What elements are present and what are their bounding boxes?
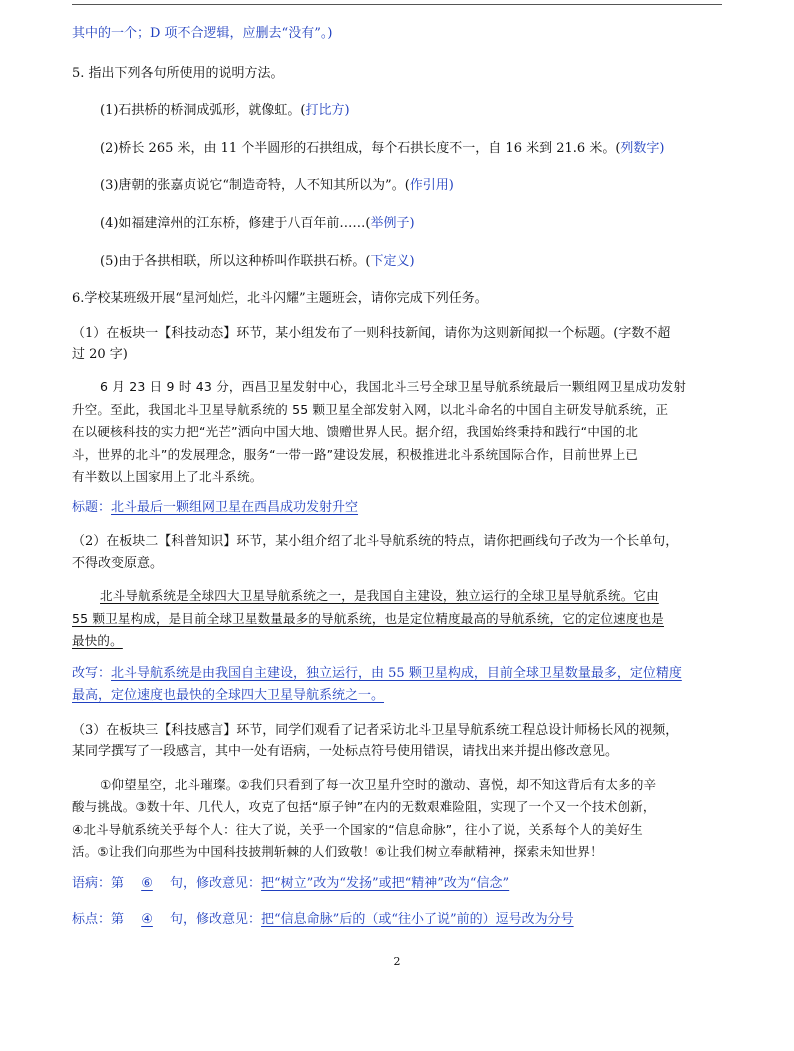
q6-part2-answer-line2: 最高，定位速度也最快的全球四大卫星导航系统之一。 xyxy=(72,688,385,703)
reflection-paragraph-line: ①仰望星空，北斗璀璨。②我们只看到了每一次卫星升空时的激动、喜悦，却不知这背后有太多的辛 xyxy=(100,777,657,792)
q6-part1-prompt-line2: 过 20 字) xyxy=(72,347,128,362)
q5-item-3: (3)唐朝的张嘉贞说它“制造奇特，人不知其所以为”。(作引用) xyxy=(100,178,454,193)
q6-part2-prompt-line2: 不得改变原意。 xyxy=(72,556,164,571)
q5-item-2: (2)桥长 265 米，由 11 个半圆形的石拱组成，每个石拱长度不一，自 16 米到 21.6 米。(列数字) xyxy=(100,141,665,156)
punctuation-sentence-number: ④ xyxy=(141,912,153,927)
top-rule xyxy=(72,4,722,5)
grammar-sentence-number: ⑥ xyxy=(141,876,153,891)
question-5-title: 5. 指出下列各句所使用的说明方法。 xyxy=(72,66,284,81)
q6-part3-prompt-line2: 某同学撰写了一段感言，其中一处有语病，一处标点符号使用错误，请找出来并提出修改意见。 xyxy=(72,744,619,759)
q5-item-4: (4)如福建漳州的江东桥，修建于八百年前……(举例子) xyxy=(100,216,415,231)
q5-answer-1: 打比方 xyxy=(305,103,345,118)
headline-answer: 北斗最后一颗组网卫星在西昌成功发射升空 xyxy=(111,500,359,515)
q6-part2-answer-line1: 改写：北斗导航系统是由我国自主建设，独立运行，由 55 颗卫星构成，目前全球卫星数量最多，定位精度 xyxy=(72,666,682,681)
q5-answer-3: 作引用 xyxy=(409,178,449,193)
news-paragraph-line: 有半数以上国家用上了北斗系统。 xyxy=(72,469,263,484)
underlined-passage-line: 最快的。 xyxy=(72,633,123,648)
q5-item-5: (5)由于各拱相联，所以这种桥叫作联拱石桥。(下定义) xyxy=(100,254,415,269)
q5-answer-2: 列数字 xyxy=(620,141,660,156)
previous-answer-tail: 其中的一个；D 项不合逻辑，应删去“没有”。) xyxy=(72,26,333,41)
news-paragraph-line: 6 月 23 日 9 时 43 分，西昌卫星发射中心，我国北斗三号全球卫星导航系统最后一颗组网卫星成功发射 xyxy=(100,379,687,394)
news-paragraph-line: 在以硬核科技的实力把“光芒”洒向中国大地、馈赠世界人民。据介绍，我国始终秉持和践行“中国的北 xyxy=(72,424,639,439)
punctuation-error-answer: 标点：第 ④ 句，修改意见：把“信息命脉”后的（或“往小了说”前的）逗号改为分号 xyxy=(72,910,722,930)
underlined-passage-line: 北斗导航系统是全球四大卫星导航系统之一，是我国自主建设，独立运行的全球卫星导航系统。它由 xyxy=(100,588,659,603)
punctuation-fix: 把“信息命脉”后的（或“往小了说”前的）逗号改为分号 xyxy=(261,912,574,927)
reflection-paragraph-line: 酸与挑战。③数十年、几代人，攻克了包括“原子钟”在内的无数艰难险阻，实现了一个又一个技术创新， xyxy=(72,799,656,814)
reflection-paragraph-line: 活。⑤让我们向那些为中国科技披荆斩棘的人们致敬！⑥让我们树立奉献精神，探索未知世界！ xyxy=(72,844,603,859)
news-paragraph-line: 升空。至此，我国北斗卫星导航系统的 55 颗卫星全部发射入网，以北斗命名的中国自主研发导航系统，正 xyxy=(72,402,669,417)
q6-part1-prompt-line1: （1）在板块一【科技动态】环节，某小组发布了一则科技新闻，请你为这则新闻拟一个标题。(字数不超 xyxy=(72,326,671,341)
underlined-passage-line: 55 颗卫星构成，是目前全球卫星数量最多的导航系统，也是定位精度最高的导航系统，它的定位速度也是 xyxy=(72,611,664,626)
q6-part2-prompt-line1: （2）在板块二【科普知识】环节，某小组介绍了北斗导航系统的特点，请你把画线句子改为一个长单句， xyxy=(72,534,679,549)
q5-answer-4: 举例子 xyxy=(370,216,410,231)
reflection-paragraph-line: ④北斗导航系统关乎每个人：往大了说，关乎一个国家的“信息命脉”，往小了说，关系每个人的美好生 xyxy=(72,822,643,837)
grammar-fix: 把“树立”改为“发扬”或把“精神”改为“信念” xyxy=(261,876,510,891)
rewrite-answer: 北斗导航系统是由我国自主建设，独立运行，由 55 颗卫星构成，目前全球卫星数量最多，定位精度 xyxy=(111,666,682,681)
grammar-error-answer: 语病：第 ⑥ 句，修改意见：把“树立”改为“发扬”或把“精神”改为“信念” xyxy=(72,874,722,894)
q6-part1-answer: 标题：北斗最后一颗组网卫星在西昌成功发射升空 xyxy=(72,500,359,515)
q5-answer-5: 下定义 xyxy=(370,254,410,269)
question-6-title: 6.学校某班级开展“星河灿烂，北斗闪耀”主题班会，请你完成下列任务。 xyxy=(72,291,488,306)
news-paragraph-line: 斗，世界的北斗”的发展理念，服务“一带一路”建设发展，积极推进北斗系统国际合作，目前世界上已 xyxy=(72,447,639,462)
q6-part3-prompt-line1: （3）在板块三【科技感言】环节，同学们观看了记者采访北斗卫星导航系统工程总设计师杨长风的视频， xyxy=(72,723,679,738)
q5-item-1: (1)石拱桥的桥洞成弧形，就像虹。(打比方) xyxy=(100,103,350,118)
page-number: 2 xyxy=(393,955,401,968)
